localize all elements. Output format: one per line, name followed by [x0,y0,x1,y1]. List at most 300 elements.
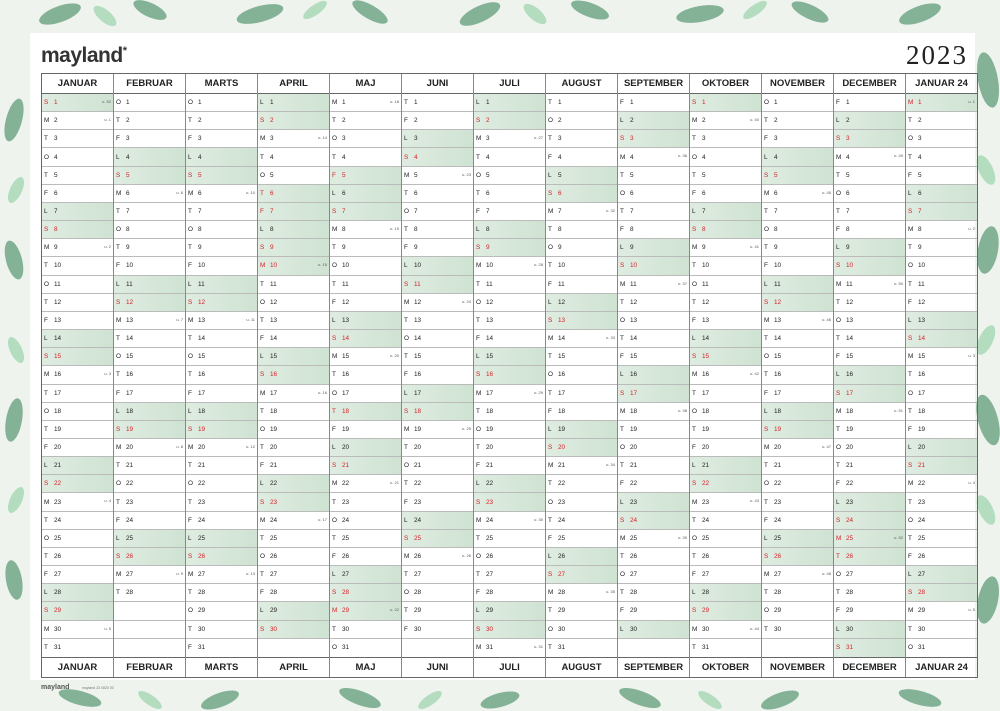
month-days [42,94,113,657]
day-cell [834,584,905,602]
day-number: 23 [702,498,710,506]
weekday-letter: O [764,607,769,615]
day-cell [906,330,977,348]
day-cell [690,421,761,439]
day-number: 6 [198,189,202,197]
day-cell [762,167,833,185]
day-number: 13 [774,316,782,324]
weekday-letter: F [836,353,840,361]
day-cell [546,112,617,130]
day-number: 3 [846,135,850,143]
day-number: 21 [198,462,206,470]
day-cell [618,312,689,330]
weekday-letter: T [548,226,552,234]
year-title: 2023 [906,40,968,70]
weekday-letter: T [764,498,768,506]
day-number: 10 [774,262,782,270]
day-cell [762,421,833,439]
day-cell [42,421,113,439]
day-number: 12 [54,298,62,306]
weekday-letter: M [260,135,266,143]
day-number: 15 [486,353,494,361]
day-number: 14 [702,335,710,343]
month-days [762,94,833,657]
day-number: 14 [270,335,278,343]
day-number: 18 [918,407,926,415]
weekday-letter: T [260,316,264,324]
weekday-letter: S [476,244,481,252]
day-cell [762,94,833,112]
day-number: 1 [270,99,274,107]
week-number: u. 40 [750,117,759,123]
weekday-letter: T [764,335,768,343]
weekday-letter: F [836,226,840,234]
month-header: NOVEMBER [762,74,833,94]
weekday-letter: T [692,298,696,306]
day-number: 1 [198,99,202,107]
day-number: 30 [702,625,710,633]
day-cell [114,403,185,421]
day-cell [330,621,401,639]
weekday-letter: S [764,552,769,560]
weekday-letter: T [548,99,552,107]
week-number: u. 10 [246,189,255,195]
day-cell [618,530,689,548]
weekday-letter: T [476,444,480,452]
day-cell [618,621,689,639]
day-number: 6 [558,189,562,197]
day-cell [690,385,761,403]
weekday-letter: T [44,298,48,306]
day-cell [618,512,689,530]
weekday-letter: F [332,425,336,433]
day-number: 25 [270,534,278,542]
day-number: 27 [414,571,422,579]
weekday-letter: F [44,571,48,579]
day-number: 4 [414,153,418,161]
day-number: 12 [342,298,350,306]
day-cell [330,239,401,257]
day-cell [402,294,473,312]
day-number: 1 [342,99,346,107]
weekday-letter: L [260,99,264,107]
weekday-letter: O [188,353,193,361]
weekday-letter: F [620,607,624,615]
day-cell [834,112,905,130]
day-cell [114,130,185,148]
day-number: 8 [342,226,346,234]
weekday-letter: S [692,480,697,488]
weekday-letter: T [908,534,912,542]
day-cell [42,584,113,602]
day-number: 11 [270,280,277,288]
day-number: 2 [558,117,562,125]
day-number: 19 [846,425,854,433]
weekday-letter: T [44,516,48,524]
day-cell [330,330,401,348]
weekday-letter: T [260,571,264,579]
day-number: 12 [558,298,566,306]
day-cell [690,621,761,639]
day-cell [186,403,257,421]
day-number: 6 [414,189,418,197]
day-cell [114,385,185,403]
weekday-letter: F [548,407,552,415]
day-cell [546,185,617,203]
month-days [186,94,257,657]
day-number: 19 [270,425,278,433]
day-cell [762,602,833,620]
weekday-letter: T [404,99,408,107]
day-cell [42,257,113,275]
week-number: u. 4 [968,480,975,486]
weekday-letter: T [908,153,912,161]
weekday-letter: O [116,226,121,234]
day-cell [474,530,545,548]
weekday-letter: T [44,552,48,560]
day-number: 3 [198,135,202,143]
week-number: u. 23 [462,171,471,177]
weekday-letter: O [404,335,409,343]
day-number: 14 [918,335,926,343]
day-number: 12 [414,298,422,306]
day-number: 2 [198,117,202,125]
weekday-letter: F [260,462,264,470]
day-cell [474,94,545,112]
day-cell [114,148,185,166]
day-number: 26 [414,552,422,560]
day-number: 1 [414,99,418,107]
month-column [690,74,762,677]
day-number: 15 [630,353,638,361]
weekday-letter: L [116,407,120,415]
day-number: 12 [198,298,206,306]
day-cell [618,366,689,384]
month-footer: DECEMBER [834,657,905,677]
weekday-letter: M [116,571,122,579]
weekday-letter: O [692,407,697,415]
day-number: 7 [630,208,634,216]
day-cell [762,385,833,403]
day-number: 7 [54,208,58,216]
weekday-letter: S [908,462,913,470]
day-cell [474,457,545,475]
day-cell [618,584,689,602]
weekday-letter: F [116,262,120,270]
day-cell [402,167,473,185]
weekday-letter: S [548,316,553,324]
day-number: 4 [198,153,202,161]
weekday-letter: M [260,516,266,524]
day-cell [546,439,617,457]
day-cell [330,348,401,366]
weekday-letter: M [620,407,626,415]
weekday-letter: T [260,534,264,542]
weekday-letter: O [404,208,409,216]
day-number: 23 [918,498,926,506]
weekday-letter: F [692,444,696,452]
day-cell [330,312,401,330]
day-cell [330,403,401,421]
day-cell [114,94,185,112]
weekday-letter: L [764,153,768,161]
weekday-letter: L [764,280,768,288]
weekday-letter: S [908,335,913,343]
weekday-letter: O [620,571,625,579]
day-number: 10 [918,262,926,270]
weekday-letter: F [908,425,912,433]
day-number: 31 [54,644,62,652]
day-number: 16 [558,371,566,379]
weekday-letter: T [692,389,696,397]
weekday-letter: S [188,552,193,560]
weekday-letter: F [404,117,408,125]
day-cell [186,475,257,493]
day-cell [618,221,689,239]
day-cell [834,566,905,584]
week-number: u. 52 [894,534,903,540]
day-number: 3 [702,135,706,143]
weekday-letter: T [692,644,696,652]
month-column [114,74,186,677]
weekday-letter: S [476,625,481,633]
weekday-letter: L [476,99,480,107]
weekday-letter: M [548,335,554,343]
weekday-letter: T [260,444,264,452]
day-cell [402,203,473,221]
day-cell [402,566,473,584]
weekday-letter: O [548,625,553,633]
day-cell [906,366,977,384]
day-number: 11 [702,280,709,288]
day-cell [42,639,113,657]
day-number: 13 [414,316,422,324]
day-number: 10 [414,262,422,270]
day-cell [258,312,329,330]
day-cell [258,239,329,257]
month-header: SEPTEMBER [618,74,689,94]
weekday-letter: O [620,189,625,197]
weekday-letter: O [116,353,121,361]
empty-day-cell [762,639,833,657]
day-cell [906,185,977,203]
weekday-letter: T [908,117,912,125]
weekday-letter: S [260,498,265,506]
day-number: 29 [414,607,422,615]
weekday-letter: T [116,498,120,506]
day-number: 2 [342,117,346,125]
weekday-letter: F [404,498,408,506]
month-header: JUNI [402,74,473,94]
brand-logo [41,44,126,68]
weekday-letter: F [188,516,192,524]
weekday-letter: F [332,552,336,560]
day-cell [330,167,401,185]
week-number: u. 1 [968,99,975,104]
weekday-letter: O [188,607,193,615]
day-cell [834,185,905,203]
weekday-letter: L [836,498,840,506]
day-cell [186,276,257,294]
day-number: 23 [630,498,638,506]
day-number: 2 [414,117,418,125]
day-cell [618,385,689,403]
day-cell [906,257,977,275]
week-number: u. 7 [176,316,183,322]
day-cell [834,512,905,530]
month-days [402,94,473,657]
day-cell [762,439,833,457]
weekday-letter: L [332,444,336,452]
day-number: 22 [414,480,422,488]
weekday-letter: T [404,353,408,361]
day-number: 13 [630,316,638,324]
day-cell [834,602,905,620]
weekday-letter: T [332,117,336,125]
weekday-letter: L [908,444,912,452]
weekday-letter: O [44,280,49,288]
weekday-letter: M [44,117,50,125]
day-number: 8 [486,226,490,234]
weekday-letter: F [44,444,48,452]
weekday-letter: S [44,480,49,488]
day-number: 29 [846,607,854,615]
day-cell [690,94,761,112]
weekday-letter: L [836,371,840,379]
day-number: 3 [630,135,634,143]
day-number: 26 [486,552,494,560]
weekday-letter: S [260,625,265,633]
day-cell [762,330,833,348]
weekday-letter: T [836,589,840,597]
week-number: u. 35 [606,589,615,595]
day-cell [834,257,905,275]
week-number: u. 43 [750,498,759,504]
weekday-letter: O [692,153,697,161]
day-number: 6 [846,189,850,197]
weekday-letter: O [260,552,265,560]
day-number: 12 [630,298,638,306]
weekday-letter: F [404,371,408,379]
month-header: APRIL [258,74,329,94]
day-number: 20 [846,444,854,452]
weekday-letter: O [44,534,49,542]
weekday-letter: T [836,208,840,216]
day-cell [330,221,401,239]
weekday-letter: M [332,353,338,361]
day-number: 4 [270,153,274,161]
weekday-letter: F [188,389,192,397]
day-number: 29 [270,607,278,615]
day-cell [474,421,545,439]
weekday-letter: F [620,353,624,361]
day-cell [114,475,185,493]
weekday-letter: L [188,153,192,161]
day-number: 11 [54,280,61,288]
day-number: 22 [630,480,638,488]
weekday-letter: O [332,389,337,397]
month-header: JANUAR [42,74,113,94]
day-number: 3 [126,135,130,143]
day-cell [114,548,185,566]
weekday-letter: T [332,534,336,542]
day-number: 22 [846,480,854,488]
weekday-letter: F [260,589,264,597]
day-number: 2 [702,117,706,125]
weekday-letter: T [692,552,696,560]
month-days [906,94,977,657]
weekday-letter: M [764,316,770,324]
weekday-letter: S [836,135,841,143]
weekday-letter: O [476,425,481,433]
weekday-letter: T [548,644,552,652]
day-number: 3 [342,135,346,143]
day-cell [402,185,473,203]
day-cell [114,112,185,130]
day-number: 19 [630,425,638,433]
empty-day-cell [258,639,329,657]
day-number: 10 [486,262,494,270]
day-number: 23 [270,498,278,506]
week-number: u. 30 [534,516,543,522]
day-number: 10 [270,262,278,270]
day-cell [906,294,977,312]
day-cell [546,130,617,148]
day-cell [762,112,833,130]
footer-brand: mayland [41,684,70,691]
day-cell [114,421,185,439]
day-number: 4 [702,153,706,161]
day-cell [690,548,761,566]
day-cell [42,112,113,130]
day-number: 30 [270,625,278,633]
day-cell [618,148,689,166]
day-number: 1 [486,99,490,107]
week-number: u. 44 [750,625,759,631]
day-cell [42,439,113,457]
day-cell [834,239,905,257]
month-days [690,94,761,657]
day-cell [762,548,833,566]
day-number: 2 [918,117,922,125]
weekday-letter: T [116,335,120,343]
month-column [186,74,258,677]
day-cell [402,366,473,384]
week-number: u. 19 [390,226,399,232]
weekday-letter: S [476,117,481,125]
day-number: 21 [270,462,278,470]
weekday-letter: O [116,99,121,107]
week-number: u. 2 [104,244,111,250]
day-cell [402,257,473,275]
weekday-letter: O [908,389,913,397]
day-cell [42,203,113,221]
weekday-letter: F [476,589,480,597]
day-number: 17 [630,389,638,397]
weekday-letter: T [44,644,48,652]
day-cell [546,548,617,566]
day-number: 27 [126,571,134,579]
day-cell [618,167,689,185]
weekday-letter: S [404,153,409,161]
weekday-letter: T [836,462,840,470]
weekday-letter: T [692,171,696,179]
day-cell [474,167,545,185]
day-cell [42,294,113,312]
day-cell [690,403,761,421]
day-cell [834,421,905,439]
weekday-letter: O [188,480,193,488]
